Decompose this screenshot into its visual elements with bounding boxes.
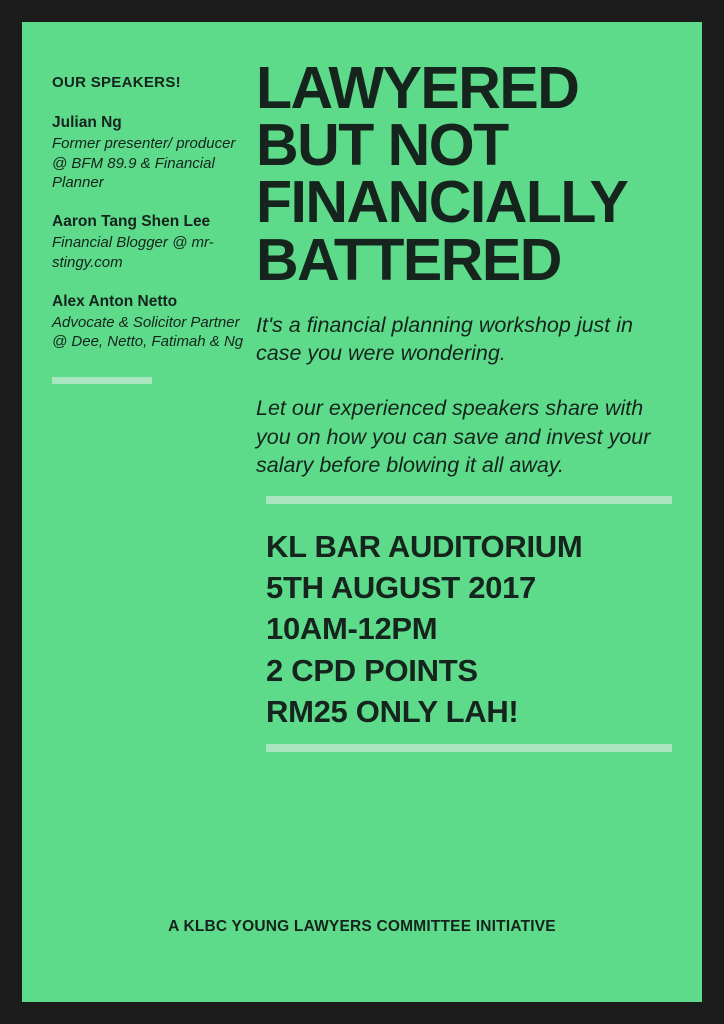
detail-cpd-points: 2 CPD POINTS: [266, 652, 478, 688]
headline-line-4: BATTERED: [256, 226, 561, 293]
poster-paragraph-2: Let our experienced speakers share with you on how you can save and invest your salary before blowing it all away.: [256, 396, 651, 478]
speaker-name: Julian Ng: [52, 114, 122, 131]
speaker-role: Advocate & Solicitor Partner @ Dee, Netto, Fatimah & Ng: [52, 314, 244, 351]
event-details: [266, 526, 672, 732]
detail-price: RM25 ONLY LAH!: [266, 693, 519, 729]
divider-rule-top: [266, 496, 672, 504]
detail-venue: KL BAR AUDITORIUM: [266, 528, 583, 564]
detail-time: 10AM-12PM: [266, 611, 438, 647]
speaker-name: Alex Anton Netto: [52, 292, 178, 310]
headline-line-3: FINANCIALLY: [256, 169, 628, 236]
speaker-role: Financial Blogger @ mr-stingy.com: [52, 234, 214, 271]
poster-canvas: [22, 22, 702, 1002]
speaker-entry: [52, 113, 244, 192]
speakers-divider-rule: [52, 377, 152, 384]
speaker-role: Former presenter/ producer @ BFM 89.9 & Financial Planner: [52, 135, 236, 191]
poster-footer: A KLBC YOUNG LAWYERS COMMITTEE INITIATIVE: [168, 918, 556, 935]
main-column: [244, 56, 672, 490]
speakers-column: [52, 56, 244, 384]
poster-paragraph-1: It's a financial planning workshop just in case you were wondering.: [256, 312, 633, 366]
speakers-heading: OUR SPEAKERS!: [52, 74, 181, 91]
detail-date: 5TH AUGUST 2017: [266, 570, 536, 606]
poster-top-area: [52, 56, 672, 490]
divider-rule-bottom: [266, 744, 672, 752]
speaker-name: Aaron Tang Shen Lee: [52, 212, 211, 230]
speaker-entry: [52, 292, 244, 352]
headline-line-2: BUT NOT: [256, 112, 508, 179]
event-details-block: [52, 484, 672, 774]
poster-headline: [256, 55, 672, 293]
headline-line-1: LAWYERED: [256, 55, 579, 121]
speaker-entry: [52, 212, 244, 272]
